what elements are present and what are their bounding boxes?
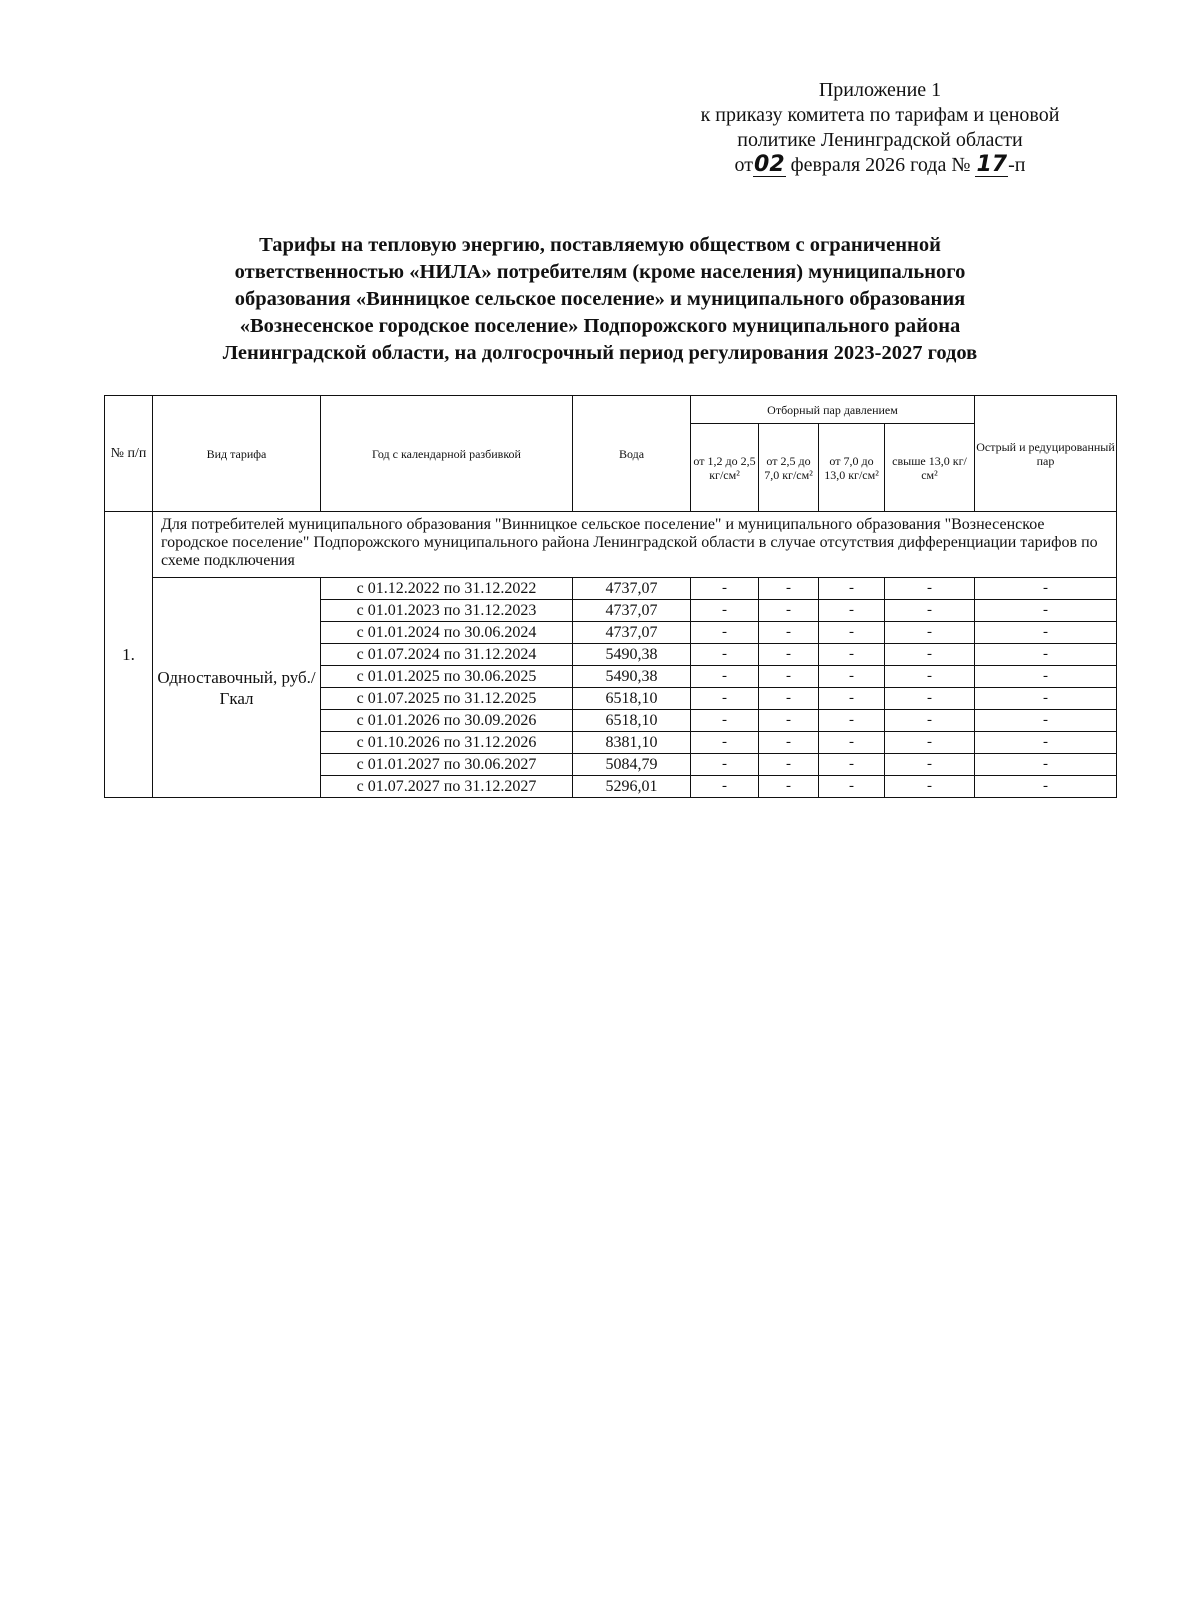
water-value: 5296,01 <box>573 776 691 798</box>
steam-value-4: - <box>885 732 975 754</box>
steam-value-1: - <box>691 776 759 798</box>
tariff-kind: Одноставочный, руб./Гкал <box>153 578 321 798</box>
acute-steam-value: - <box>975 666 1117 688</box>
acute-steam-value: - <box>975 600 1117 622</box>
period-cell: с 01.01.2024 по 30.06.2024 <box>321 622 573 644</box>
steam-value-2: - <box>759 578 819 600</box>
handwritten-day: 02 <box>754 152 785 177</box>
title-line: Ленинградской области, на долгосрочный период регулирования 2023-2027 годов <box>222 342 978 364</box>
water-value: 5490,38 <box>573 666 691 688</box>
water-value: 6518,10 <box>573 688 691 710</box>
steam-value-3: - <box>819 622 885 644</box>
steam-value-2: - <box>759 666 819 688</box>
date-prefix: от <box>734 154 754 176</box>
acute-steam-value: - <box>975 732 1117 754</box>
header-steam-7-13: от 7,0 до 13,0 кг/см² <box>819 424 885 512</box>
appendix-title: Приложение 1 <box>818 79 942 101</box>
header-steam-1-2-5: от 1,2 до 2,5 кг/см² <box>691 424 759 512</box>
acute-steam-value: - <box>975 710 1117 732</box>
steam-value-4: - <box>885 776 975 798</box>
steam-value-3: - <box>819 710 885 732</box>
steam-value-1: - <box>691 578 759 600</box>
period-cell: с 01.12.2022 по 31.12.2022 <box>321 578 573 600</box>
steam-value-1: - <box>691 600 759 622</box>
water-value: 4737,07 <box>573 578 691 600</box>
appendix-date-line <box>640 153 1120 178</box>
acute-steam-value: - <box>975 754 1117 776</box>
acute-steam-value: - <box>975 644 1117 666</box>
steam-value-2: - <box>759 710 819 732</box>
period-cell: с 01.01.2023 по 31.12.2023 <box>321 600 573 622</box>
steam-value-1: - <box>691 688 759 710</box>
appendix-line-order: к приказу комитета по тарифам и ценовой <box>700 104 1060 126</box>
steam-value-2: - <box>759 600 819 622</box>
water-value: 8381,10 <box>573 732 691 754</box>
title-line: ответственностью «НИЛА» потребителям (кроме населения) муниципального <box>234 261 966 283</box>
tariff-table <box>104 395 1117 798</box>
appendix-line-committee: политике Ленинградской области <box>737 129 1023 151</box>
steam-value-1: - <box>691 710 759 732</box>
header-steam-over-13: свыше 13,0 кг/см² <box>885 424 975 512</box>
header-steam-group: Отборный пар давлением <box>691 396 975 424</box>
steam-value-1: - <box>691 666 759 688</box>
steam-value-2: - <box>759 644 819 666</box>
steam-value-3: - <box>819 732 885 754</box>
acute-steam-value: - <box>975 578 1117 600</box>
period-cell: с 01.07.2024 по 31.12.2024 <box>321 644 573 666</box>
title-line: Тарифы на тепловую энергию, поставляемую обществом с ограниченной <box>259 234 941 256</box>
water-value: 5084,79 <box>573 754 691 776</box>
order-suffix: -п <box>1008 154 1026 176</box>
period-cell: с 01.10.2026 по 31.12.2026 <box>321 732 573 754</box>
steam-value-2: - <box>759 622 819 644</box>
steam-value-2: - <box>759 688 819 710</box>
date-middle: февраля 2026 года № <box>790 154 971 176</box>
water-value: 6518,10 <box>573 710 691 732</box>
header-year: Год с календарной разбивкой <box>321 396 573 512</box>
period-cell: с 01.07.2025 по 31.12.2025 <box>321 688 573 710</box>
period-cell: с 01.01.2027 по 30.06.2027 <box>321 754 573 776</box>
steam-value-1: - <box>691 622 759 644</box>
steam-value-1: - <box>691 644 759 666</box>
water-value: 5490,38 <box>573 644 691 666</box>
steam-value-4: - <box>885 688 975 710</box>
steam-value-2: - <box>759 754 819 776</box>
steam-value-2: - <box>759 732 819 754</box>
period-cell: с 01.07.2027 по 31.12.2027 <box>321 776 573 798</box>
steam-value-3: - <box>819 644 885 666</box>
steam-value-4: - <box>885 644 975 666</box>
steam-value-1: - <box>691 754 759 776</box>
acute-steam-value: - <box>975 622 1117 644</box>
water-value: 4737,07 <box>573 600 691 622</box>
period-cell: с 01.01.2026 по 30.09.2026 <box>321 710 573 732</box>
steam-value-4: - <box>885 622 975 644</box>
steam-value-4: - <box>885 600 975 622</box>
header-acute-steam: Острый и редуцированный пар <box>975 396 1117 512</box>
title-line: образования «Винницкое сельское поселение» и муниципального образования <box>234 288 966 310</box>
steam-value-3: - <box>819 666 885 688</box>
title-line: «Вознесенское городское поселение» Подпорожского муниципального района <box>239 315 961 337</box>
row-number: 1. <box>105 512 153 798</box>
steam-value-3: - <box>819 578 885 600</box>
steam-value-3: - <box>819 688 885 710</box>
steam-value-3: - <box>819 776 885 798</box>
acute-steam-value: - <box>975 776 1117 798</box>
steam-value-4: - <box>885 578 975 600</box>
period-cell: с 01.01.2025 по 30.06.2025 <box>321 666 573 688</box>
water-value: 4737,07 <box>573 622 691 644</box>
document-title <box>120 232 1080 367</box>
steam-value-4: - <box>885 754 975 776</box>
steam-value-4: - <box>885 710 975 732</box>
header-water: Вода <box>573 396 691 512</box>
acute-steam-value: - <box>975 688 1117 710</box>
steam-value-2: - <box>759 776 819 798</box>
steam-value-3: - <box>819 600 885 622</box>
handwritten-order-number: 17 <box>976 152 1008 177</box>
header-number: № п/п <box>105 396 153 512</box>
steam-value-3: - <box>819 754 885 776</box>
steam-value-1: - <box>691 732 759 754</box>
header-tariff-kind: Вид тарифа <box>153 396 321 512</box>
consumer-group-description: Для потребителей муниципального образования "Винницкое сельское поселение" и муниципального образования "Вознесенское городское поселение" Подпорожского муниципального района Ленинградской области в случае отсутствия дифференциации тарифов по схеме подключения <box>153 512 1117 578</box>
appendix-block <box>640 78 1120 178</box>
header-steam-2-5-7: от 2,5 до 7,0 кг/см² <box>759 424 819 512</box>
steam-value-4: - <box>885 666 975 688</box>
